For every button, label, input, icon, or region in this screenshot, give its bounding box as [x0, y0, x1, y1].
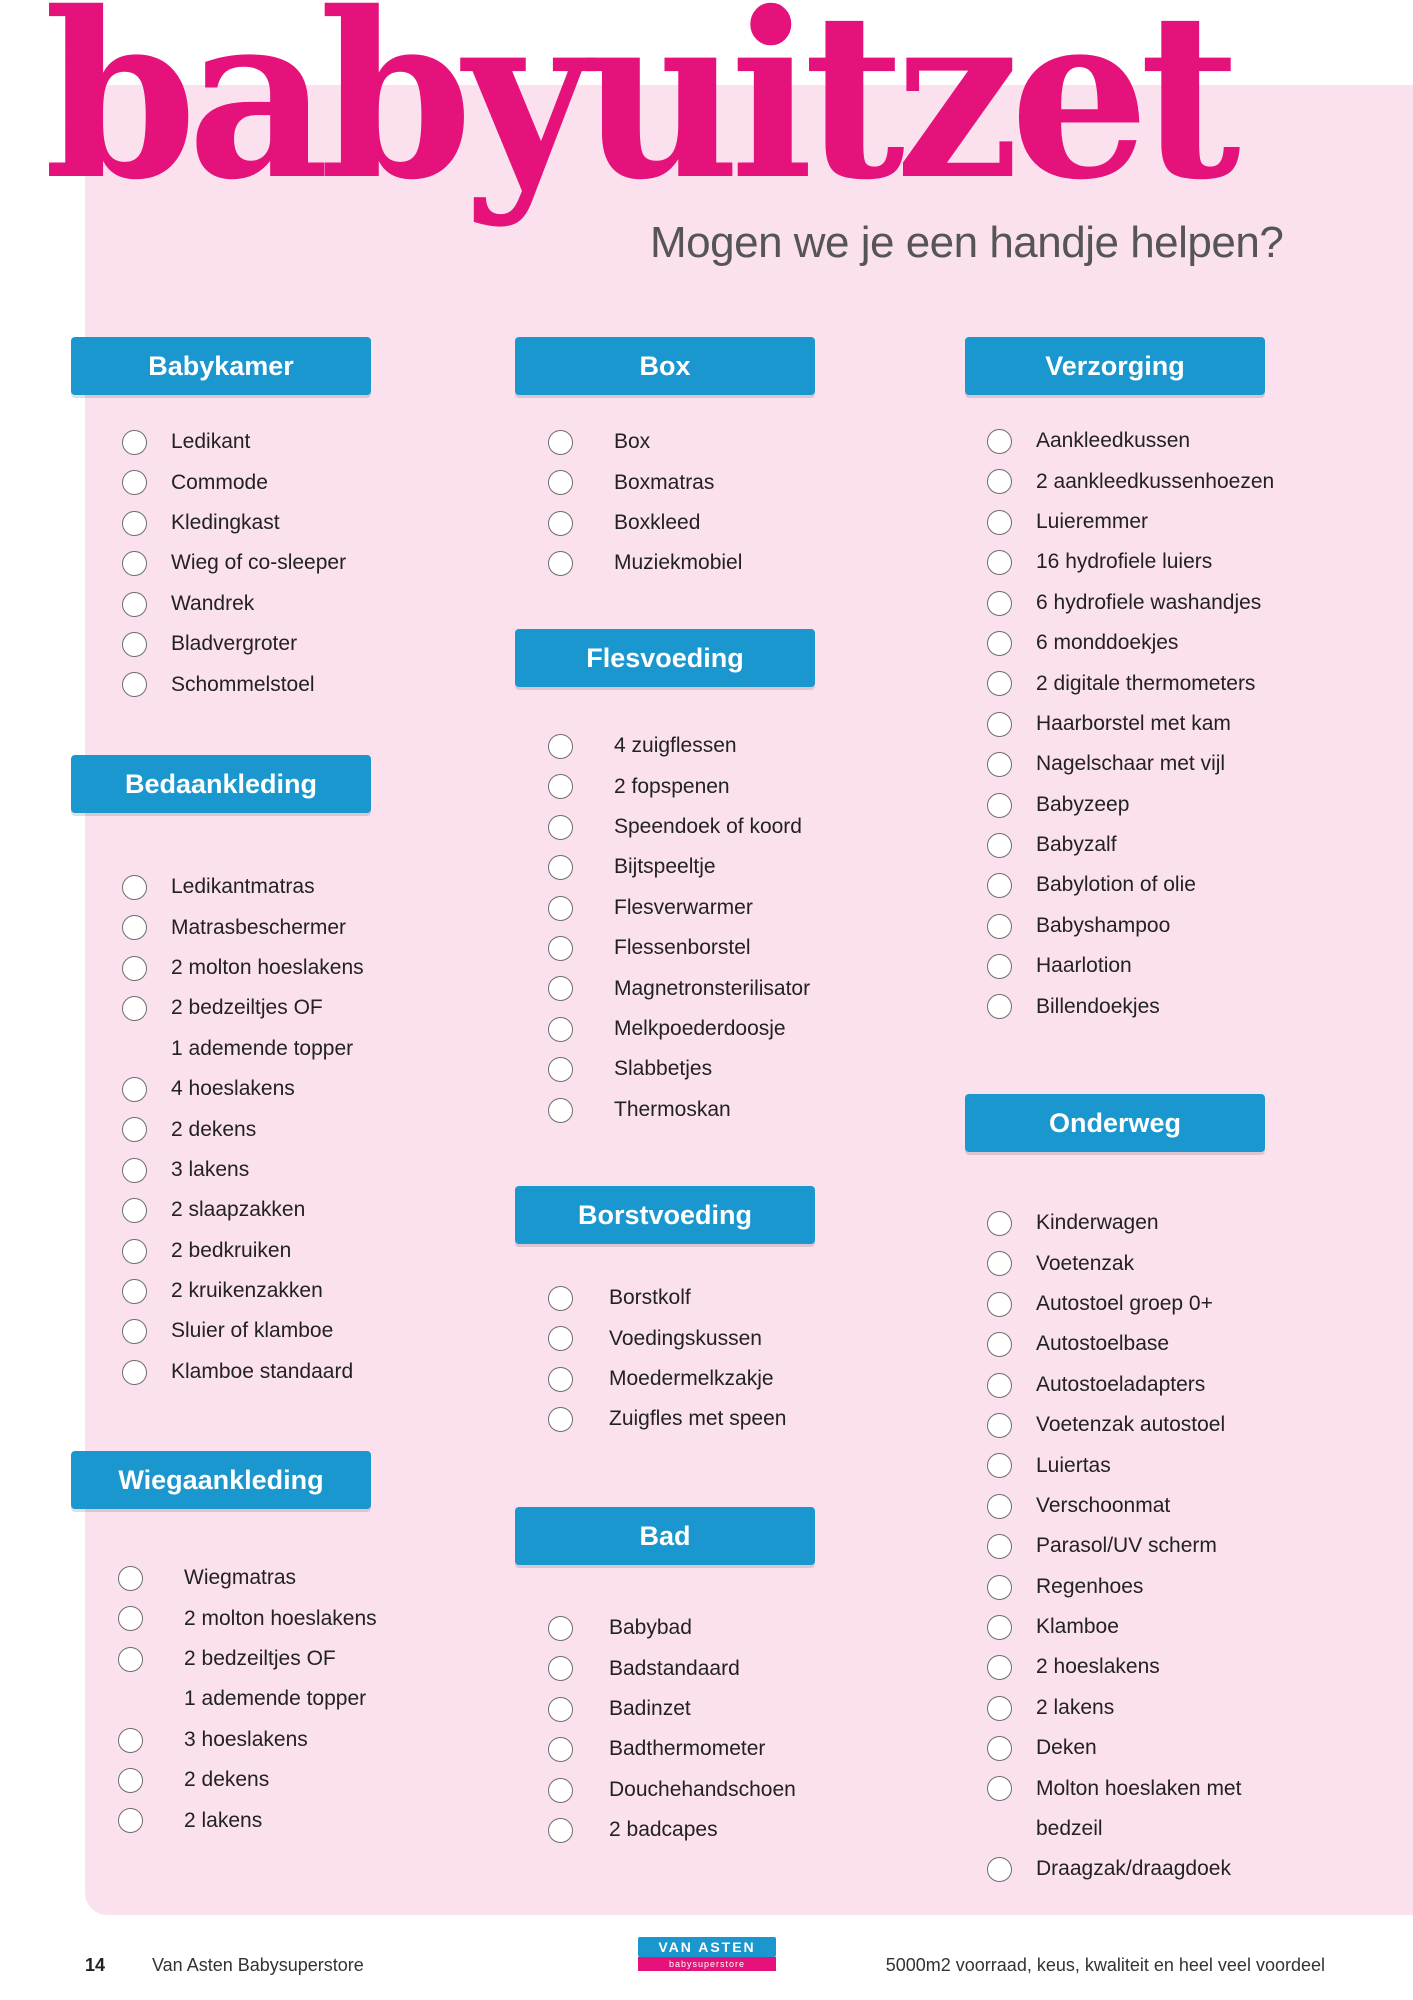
checklist-item-label: Haarlotion [1036, 954, 1132, 978]
footer-tagline: 5000m2 voorraad, keus, kwaliteit en heel veel voordeel [885, 1955, 1325, 1975]
checklist-item-label: Zuigfles met speen [609, 1407, 787, 1431]
section-bedaankleding [71, 755, 371, 813]
checkbox-circle-icon[interactable] [987, 1292, 1012, 1317]
checkbox-circle-icon[interactable] [122, 1319, 147, 1344]
checklist-item [71, 624, 346, 664]
checklist-item [515, 888, 810, 928]
checklist-item [515, 1810, 796, 1850]
checklist-item [965, 1688, 1241, 1728]
checklist-item [515, 726, 810, 766]
checklist-item [71, 1271, 364, 1311]
checklist-item-label: Klamboe standaard [171, 1359, 354, 1383]
checklist-item [515, 543, 742, 583]
checklist-item [515, 1770, 796, 1810]
checklist-item-label: Kledingkast [171, 510, 280, 534]
checklist-item [515, 807, 810, 847]
page-title: babyuitzet [44, 0, 1232, 230]
checklist-item-label: Boxmatras [614, 470, 715, 494]
checklist-item [965, 1647, 1241, 1687]
section-babykamer [71, 337, 371, 395]
checklist-item-label: 2 molton hoeslakens [184, 1606, 377, 1630]
logo-top-text: VAN ASTEN [638, 1937, 776, 1957]
checklist-item-label: Molton hoeslaken met [1036, 1776, 1242, 1800]
checkbox-circle-icon[interactable] [548, 470, 573, 495]
checklist-item [71, 664, 346, 704]
checkbox-circle-icon[interactable] [548, 1017, 573, 1042]
checklist-item-label: 2 bedzeiltjes OF [184, 1646, 336, 1670]
checklist-item [965, 1809, 1241, 1849]
checklist-item-label: Haarborstel met kam [1036, 711, 1231, 735]
checklist-item-label: 1 ademende topper [171, 1036, 354, 1060]
checkbox-circle-icon[interactable] [987, 1776, 1012, 1801]
checkbox-circle-icon[interactable] [987, 873, 1012, 898]
checklist-item-label: 6 monddoekjes [1036, 631, 1179, 655]
checkbox-circle-icon[interactable] [548, 976, 573, 1001]
checkbox-circle-icon[interactable] [118, 1606, 143, 1631]
checklist-item-label: Douchehandschoen [609, 1777, 796, 1801]
checkbox-circle-icon[interactable] [548, 1407, 573, 1432]
checklist-item-label: 2 fopspenen [614, 774, 730, 798]
checkbox-circle-icon[interactable] [548, 936, 573, 961]
checkbox-circle-icon[interactable] [987, 1615, 1012, 1640]
checkbox-circle-icon[interactable] [122, 430, 147, 455]
checklist-item [515, 847, 810, 887]
checklist-item-label: 6 hydrofiele washandjes [1036, 590, 1262, 614]
checklist-item [71, 1352, 364, 1392]
checklist-item-label: 2 digitale thermometers [1036, 671, 1256, 695]
section-wiegaankleding [71, 1451, 371, 1509]
checklist-item-label: Commode [171, 470, 268, 494]
checkbox-circle-icon[interactable] [122, 672, 147, 697]
checklist-item [71, 1311, 364, 1351]
checklist-item [515, 1318, 786, 1358]
checklist-item-label: 2 bedkruiken [171, 1238, 292, 1262]
checklist-item [965, 421, 1274, 461]
checkbox-circle-icon[interactable] [122, 875, 147, 900]
checklist-item [965, 865, 1274, 905]
section-borstvoeding [515, 1186, 815, 1244]
checkbox-circle-icon[interactable] [122, 470, 147, 495]
checklist-item [965, 461, 1274, 501]
checklist-item-label: Speendoek of koord [614, 814, 802, 838]
checklist-item [965, 542, 1274, 582]
footer-store-name: Van Asten Babysuperstore [152, 1955, 364, 1975]
section-header-wiegaankleding: Wiegaankleding [71, 1451, 371, 1509]
checklist-item-label: 2 dekens [171, 1117, 257, 1141]
checklist-item [71, 503, 346, 543]
checklist-item [965, 1405, 1241, 1445]
checklist-item [71, 1598, 377, 1638]
page-subtitle: Mogen we je een handje helpen? [650, 218, 1284, 267]
checklist-bad [515, 1608, 796, 1850]
section-onderweg [965, 1094, 1265, 1152]
checklist-item [965, 1526, 1241, 1566]
checkbox-circle-icon[interactable] [987, 1453, 1012, 1478]
checkbox-circle-icon[interactable] [987, 550, 1012, 575]
checklist-item [515, 928, 810, 968]
checkbox-circle-icon[interactable] [122, 1117, 147, 1142]
checklist-item-label: 4 hoeslakens [171, 1077, 295, 1101]
checklist-item-label: 2 slaapzakken [171, 1198, 306, 1222]
checkbox-circle-icon[interactable] [987, 752, 1012, 777]
checkbox-circle-icon[interactable] [548, 511, 573, 536]
checklist-item [965, 704, 1274, 744]
section-bad [515, 1507, 815, 1565]
checklist-item-label: 2 lakens [1036, 1695, 1115, 1719]
checklist-item-label: Babyzeep [1036, 792, 1130, 816]
checklist-item [965, 825, 1274, 865]
checklist-item [71, 1800, 377, 1840]
checklist-verzorging [965, 421, 1274, 1027]
logo-bottom-text: babysuperstore [638, 1957, 776, 1971]
checklist-item-label: Wieg of co-sleeper [171, 551, 347, 575]
checkbox-circle-icon[interactable] [548, 1616, 573, 1641]
section-header-bedaankleding: Bedaankleding [71, 755, 371, 813]
checklist-item-label: 2 kruikenzakken [171, 1279, 323, 1303]
checklist-item [965, 1567, 1241, 1607]
checklist-item [515, 1009, 810, 1049]
checkbox-circle-icon[interactable] [548, 734, 573, 759]
checkbox-circle-icon[interactable] [118, 1768, 143, 1793]
checklist-item-label: Kinderwagen [1036, 1211, 1159, 1235]
checklist-item-label: Draagzak/draagdoek [1036, 1857, 1231, 1881]
checklist-bedaankleding [71, 867, 364, 1392]
checklist-item-label: Babyshampoo [1036, 913, 1171, 937]
checklist-item [515, 1729, 796, 1769]
checklist-item [965, 502, 1274, 542]
checklist-item [965, 583, 1274, 623]
section-header-bad: Bad [515, 1507, 815, 1565]
checklist-item-label: Slabbetjes [614, 1057, 713, 1081]
checklist-item-label: Voedingskussen [609, 1326, 762, 1350]
checkbox-circle-icon[interactable] [987, 1332, 1012, 1357]
checklist-item-label: Parasol/UV scherm [1036, 1534, 1217, 1558]
checklist-item [965, 1486, 1241, 1526]
checklist-item [515, 1608, 796, 1648]
checkbox-circle-icon[interactable] [548, 774, 573, 799]
checklist-borstvoeding [515, 1278, 786, 1440]
checklist-item-label: 3 lakens [171, 1157, 250, 1181]
checkbox-circle-icon[interactable] [987, 833, 1012, 858]
checklist-item-label: Sluier of klamboe [171, 1319, 334, 1343]
checklist-item-label: 2 bedzeiltjes OF [171, 996, 323, 1020]
checklist-item [515, 766, 810, 806]
checkbox-circle-icon[interactable] [987, 1736, 1012, 1761]
checklist-item [965, 1728, 1241, 1768]
checkbox-circle-icon[interactable] [987, 712, 1012, 737]
checklist-item-label: 3 hoeslakens [184, 1727, 308, 1751]
checklist-item [71, 988, 364, 1028]
checkbox-circle-icon[interactable] [987, 954, 1012, 979]
checklist-item [965, 986, 1274, 1026]
section-verzorging [965, 337, 1265, 395]
checklist-item [965, 1365, 1241, 1405]
checklist-item [965, 946, 1274, 986]
checklist-item-label: Voetenzak [1036, 1251, 1135, 1275]
checklist-item-label: Klamboe [1036, 1615, 1119, 1639]
checkbox-circle-icon[interactable] [548, 430, 573, 455]
checklist-item [515, 1689, 796, 1729]
checklist-item [71, 1720, 377, 1760]
checklist-item-label: Flessenborstel [614, 936, 751, 960]
checkbox-circle-icon[interactable] [548, 1057, 573, 1082]
checklist-item [71, 1558, 377, 1598]
checklist-item-label: Moedermelkzakje [609, 1366, 774, 1390]
checkbox-circle-icon[interactable] [548, 1098, 573, 1123]
checkbox-circle-icon[interactable] [987, 631, 1012, 656]
checklist-item-label: Wiegmatras [184, 1566, 297, 1590]
checkbox-circle-icon[interactable] [987, 1696, 1012, 1721]
checklist-item [71, 584, 346, 624]
checklist-item [515, 1359, 786, 1399]
checkbox-circle-icon[interactable] [122, 632, 147, 657]
checkbox-circle-icon[interactable] [987, 1494, 1012, 1519]
checklist-item-label: Babylotion of olie [1036, 873, 1196, 897]
checkbox-circle-icon[interactable] [122, 915, 147, 940]
section-header-flesvoeding: Flesvoeding [515, 629, 815, 687]
checklist-item [965, 663, 1274, 703]
checklist-item [965, 623, 1274, 663]
checklist-item [71, 1109, 364, 1149]
checklist-flesvoeding [515, 726, 810, 1130]
checklist-item [965, 785, 1274, 825]
checkbox-circle-icon[interactable] [548, 896, 573, 921]
checklist-box [515, 422, 742, 584]
checklist-item [515, 462, 742, 502]
checkbox-circle-icon[interactable] [987, 1575, 1012, 1600]
checklist-item [515, 1278, 786, 1318]
checklist-item [515, 1648, 796, 1688]
checklist-item [965, 1203, 1241, 1243]
checklist-item-label: 2 aankleedkussenhoezen [1036, 469, 1275, 493]
checklist-item [71, 543, 346, 583]
checkbox-circle-icon[interactable] [122, 1198, 147, 1223]
checklist-item-label: Wandrek [171, 591, 255, 615]
checklist-item-label: Bijtspeeltje [614, 855, 716, 879]
checklist-item-label: Matrasbeschermer [171, 915, 347, 939]
checklist-item [71, 1190, 364, 1230]
section-header-onderweg: Onderweg [965, 1094, 1265, 1152]
checklist-item-label: Box [614, 430, 651, 454]
checklist-item-label: Badthermometer [609, 1737, 766, 1761]
checklist-item [71, 1231, 364, 1271]
checklist-item-label: Verschoonmat [1036, 1493, 1171, 1517]
section-flesvoeding [515, 629, 815, 687]
checkbox-circle-icon[interactable] [987, 510, 1012, 535]
checklist-item-label: 16 hydrofiele luiers [1036, 550, 1213, 574]
checkbox-circle-icon[interactable] [987, 429, 1012, 454]
checkbox-circle-icon[interactable] [122, 1360, 147, 1385]
checklist-item-label: Autostoeladapters [1036, 1372, 1206, 1396]
checklist-item [965, 1849, 1241, 1889]
checklist-item [965, 1284, 1241, 1324]
section-header-box: Box [515, 337, 815, 395]
checkbox-circle-icon[interactable] [122, 1239, 147, 1264]
checklist-item-label: Bladvergroter [171, 632, 298, 656]
checkbox-circle-icon[interactable] [118, 1647, 143, 1672]
checklist-item [71, 1760, 377, 1800]
checklist-item-label: Ledikantmatras [171, 875, 315, 899]
checkbox-circle-icon[interactable] [987, 591, 1012, 616]
checkbox-circle-icon[interactable] [548, 855, 573, 880]
checklist-onderweg [965, 1203, 1241, 1890]
checkbox-circle-icon[interactable] [122, 592, 147, 617]
checklist-item-label: 2 dekens [184, 1768, 270, 1792]
store-logo [638, 1937, 776, 1977]
checklist-item-label: Autostoelbase [1036, 1332, 1170, 1356]
checkbox-circle-icon[interactable] [118, 1566, 143, 1591]
checkbox-circle-icon[interactable] [987, 914, 1012, 939]
checklist-item-label: 1 ademende topper [184, 1687, 367, 1711]
checklist-item-label: Billendoekjes [1036, 994, 1160, 1018]
checkbox-circle-icon[interactable] [122, 551, 147, 576]
checklist-item-label: bedzeil [1036, 1817, 1103, 1841]
checklist-item-label: Magnetronsterilisator [614, 976, 811, 1000]
checkbox-circle-icon[interactable] [548, 1697, 573, 1722]
checklist-item [71, 1639, 377, 1679]
checklist-item-label: Ledikant [171, 430, 251, 454]
checklist-item-label: Badinzet [609, 1696, 691, 1720]
checklist-item [515, 1399, 786, 1439]
checkbox-circle-icon[interactable] [987, 994, 1012, 1019]
checkbox-circle-icon[interactable] [987, 1413, 1012, 1438]
checkbox-circle-icon[interactable] [548, 1737, 573, 1762]
checkbox-circle-icon[interactable] [987, 671, 1012, 696]
checklist-item [965, 1445, 1241, 1485]
checklist-item-label: 2 badcapes [609, 1818, 718, 1842]
checkbox-circle-icon[interactable] [548, 1286, 573, 1311]
checkbox-circle-icon[interactable] [122, 1158, 147, 1183]
checklist-item-label: Deken [1036, 1736, 1097, 1760]
checkbox-circle-icon[interactable] [548, 815, 573, 840]
checkbox-circle-icon[interactable] [122, 1279, 147, 1304]
checkbox-circle-icon[interactable] [118, 1728, 143, 1753]
checklist-item [965, 1607, 1241, 1647]
checkbox-circle-icon[interactable] [122, 511, 147, 536]
checklist-item-label: 4 zuigflessen [614, 734, 737, 758]
checklist-item-label: Autostoel groep 0+ [1036, 1291, 1213, 1315]
checklist-item [71, 948, 364, 988]
section-header-babykamer: Babykamer [71, 337, 371, 395]
checklist-item-label: Badstandaard [609, 1656, 740, 1680]
checklist-item [71, 1069, 364, 1109]
section-box [515, 337, 815, 395]
checkbox-circle-icon[interactable] [987, 1251, 1012, 1276]
checkbox-circle-icon[interactable] [548, 1367, 573, 1392]
checkbox-circle-icon[interactable] [122, 956, 147, 981]
checkbox-circle-icon[interactable] [987, 1211, 1012, 1236]
checklist-item-label: Babyzalf [1036, 833, 1117, 857]
checklist-item-label: Flesverwarmer [614, 895, 753, 919]
checklist-item-label: 2 lakens [184, 1808, 263, 1832]
checkbox-circle-icon[interactable] [122, 1077, 147, 1102]
checklist-item [515, 503, 742, 543]
checklist-item-label: Luiertas [1036, 1453, 1111, 1477]
checklist-item [515, 1090, 810, 1130]
checklist-item [965, 1768, 1241, 1808]
checklist-item-label: Aankleedkussen [1036, 429, 1191, 453]
checklist-item-label: Muziekmobiel [614, 551, 743, 575]
checklist-item-label: Borstkolf [609, 1286, 691, 1310]
checklist-item-label: Schommelstoel [171, 672, 315, 696]
checklist-item-label: Thermoskan [614, 1097, 731, 1121]
checklist-item-label: Melkpoederdoosje [614, 1016, 786, 1040]
checklist-item [71, 1679, 377, 1719]
checkbox-circle-icon[interactable] [987, 1857, 1012, 1882]
checklist-item [965, 744, 1274, 784]
checkbox-circle-icon[interactable] [987, 1373, 1012, 1398]
checklist-item [71, 907, 364, 947]
checklist-item [71, 462, 346, 502]
checklist-item [965, 1324, 1241, 1364]
checklist-wiegaankleding [71, 1558, 377, 1841]
checklist-item [71, 1029, 364, 1069]
checkbox-circle-icon[interactable] [987, 469, 1012, 494]
section-header-verzorging: Verzorging [965, 337, 1265, 395]
checklist-item [71, 1150, 364, 1190]
checklist-item-label: Babybad [609, 1616, 692, 1640]
checklist-item-label: Nagelschaar met vijl [1036, 752, 1226, 776]
checkbox-circle-icon[interactable] [548, 1326, 573, 1351]
checkbox-circle-icon[interactable] [118, 1808, 143, 1833]
checkbox-circle-icon[interactable] [548, 1656, 573, 1681]
checklist-item-label: Luieremmer [1036, 509, 1149, 533]
checklist-item-label: 2 molton hoeslakens [171, 955, 364, 979]
checkbox-circle-icon[interactable] [122, 996, 147, 1021]
checklist-item [71, 867, 364, 907]
checklist-item-label: 2 hoeslakens [1036, 1655, 1160, 1679]
checklist-item [515, 968, 810, 1008]
checklist-item-label: Boxkleed [614, 510, 701, 534]
checklist-item [515, 422, 742, 462]
checkbox-circle-icon[interactable] [548, 551, 573, 576]
checkbox-circle-icon[interactable] [548, 1818, 573, 1843]
checkbox-circle-icon[interactable] [987, 1655, 1012, 1680]
page-number: 14 [85, 1955, 106, 1975]
checklist-item-label: Regenhoes [1036, 1574, 1144, 1598]
checkbox-circle-icon[interactable] [548, 1778, 573, 1803]
checklist-item [965, 906, 1274, 946]
checklist-babykamer [71, 422, 346, 705]
checklist-item [71, 422, 346, 462]
checkbox-circle-icon[interactable] [987, 793, 1012, 818]
section-header-borstvoeding: Borstvoeding [515, 1186, 815, 1244]
checkbox-circle-icon[interactable] [987, 1534, 1012, 1559]
checklist-item [515, 1049, 810, 1089]
checklist-item-label: Voetenzak autostoel [1036, 1413, 1226, 1437]
checklist-item [965, 1243, 1241, 1283]
